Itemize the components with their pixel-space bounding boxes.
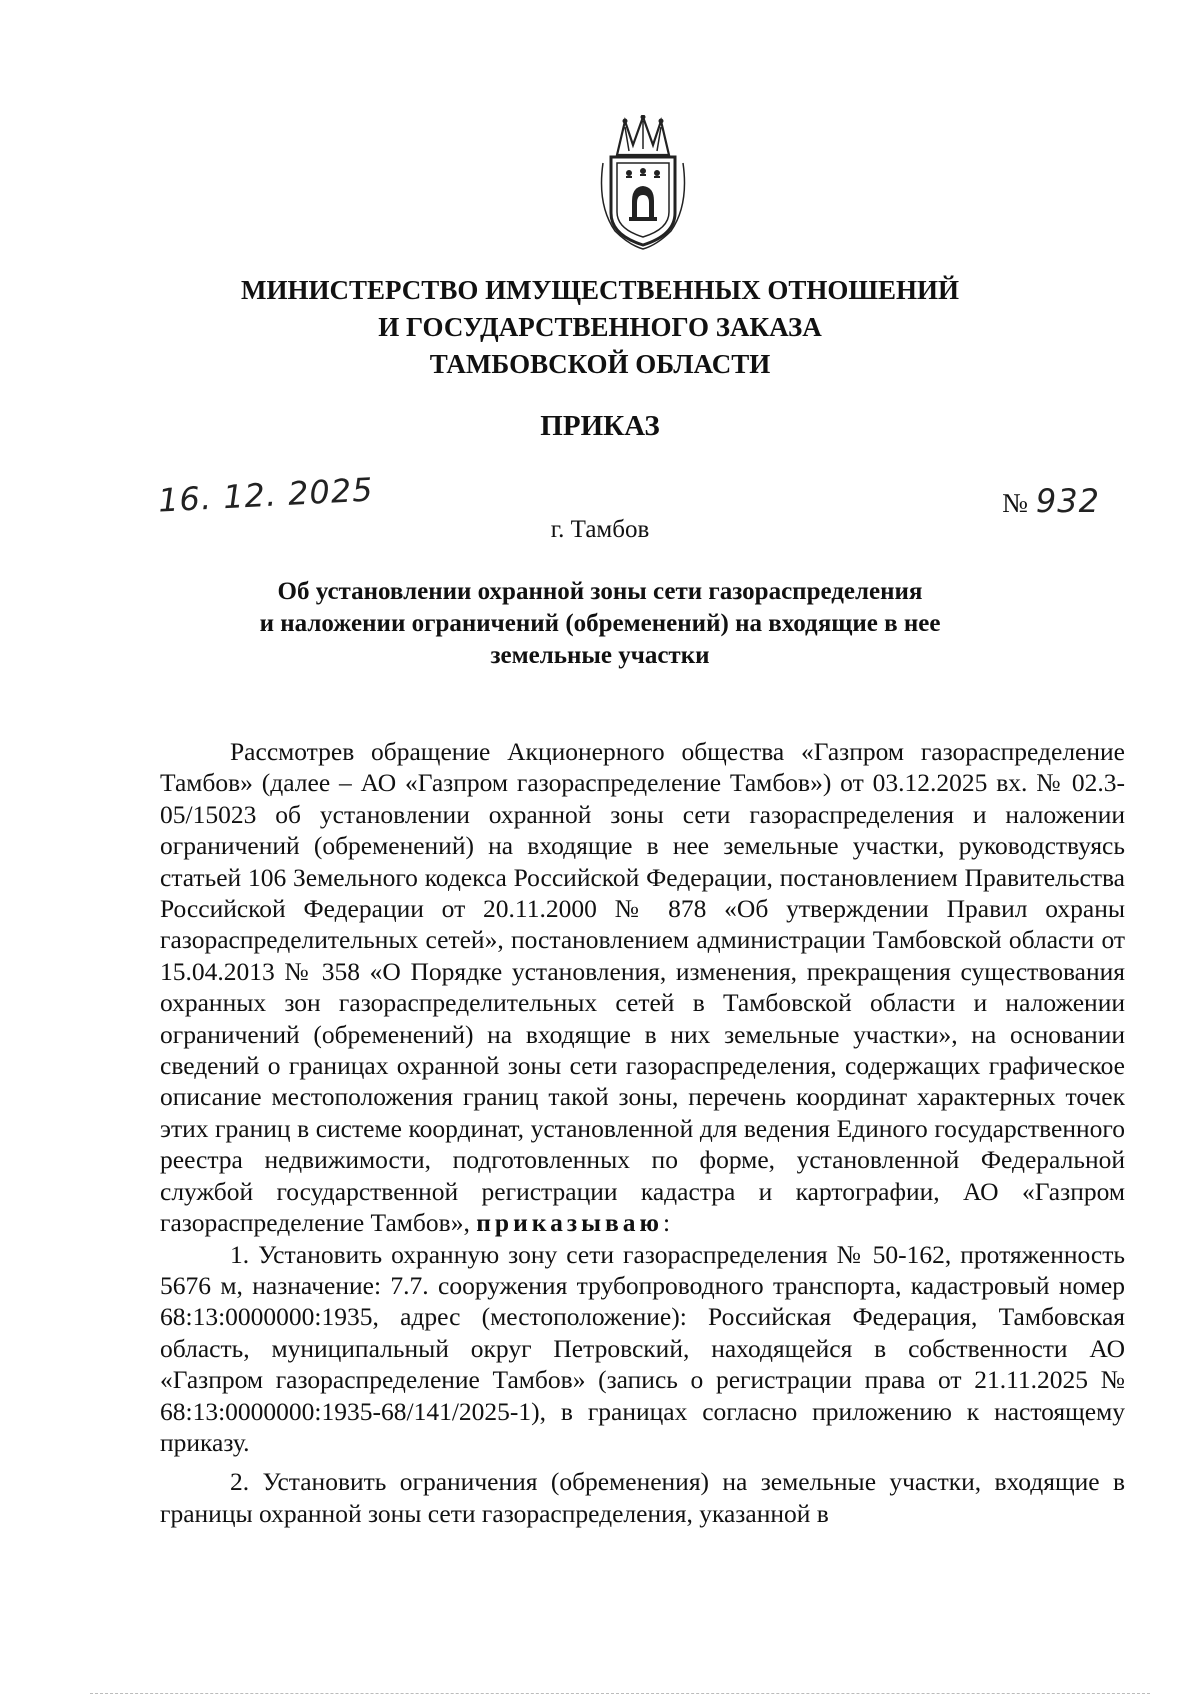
- item-1: 1. Установить охранную зону сети газораспределения № 50-162, протяженность 5676 м, назначение: 7.7. сооружения трубопроводного транспорта, кадастровый номер 68:13:0000000:1935, адрес (местоположение): Российская Федерация, Тамбовская область, муниципальный округ Петровский, находящейся в собственности АО «Газпром газораспределение Тамбов» (запись о регистрации права от 21.11.2025 № 68:13:0000000:1935-68/141/2025-1), в границах согласно приложению к настоящему приказу.: [160, 1239, 1125, 1457]
- ministry-line-1: МИНИСТЕРСТВО ИМУЩЕСТВЕННЫХ ОТНОШЕНИЙ: [240, 275, 960, 305]
- subject-line-3: земельные участки: [490, 642, 710, 669]
- ministry-line-2: И ГОСУДАРСТВЕННОГО ЗАКАЗА: [378, 312, 822, 342]
- preamble-text: Рассмотрев обращение Акционерного общества «Газпром газораспределение Тамбов» (далее – АО «Газпром газораспределение Тамбов») от 03.12.2025 вх. № 02.3-05/15023 об установлении охранной зоны сети газораспределения и наложении ограничений (обременений) на входящие в нее земельные участки, руководствуясь статьей 106 Земельного кодекса Российской Федерации, постановлением Правительства Российской Федерации от 20.11.2000 № 878 «Об утверждении Правил охраны газораспределительных сетей», постановлением администрации Тамбовской области от 15.04.2013 № 358 «О Порядке установления, изменения, прекращения существования охранных зон газораспределительных сетей в Тамбовской области и наложении ограничений (обременений) на входящие в них земельные участки», на основании сведений о границах охранной зоны сети газораспределения, содержащих графическое описание местоположения границ такой зоны, перечень координат характерных точек этих границ в системе координат, установленной для ведения Единого государственного реестра недвижимости, подготовленных по форме, установленной Федеральной службой государственной регистрации кадастра и картографии, АО «Газпром газораспределение Тамбов»,: [160, 737, 1125, 1238]
- ministry-name: [150, 272, 1050, 383]
- handwritten-date: 16. 12. 2025: [157, 470, 375, 520]
- subject-line-2: и наложении ограничений (обременений) на входящие в нее: [259, 610, 941, 637]
- document-body: [160, 736, 1125, 1529]
- document-number: [1002, 482, 1100, 520]
- order-word: приказываю: [476, 1208, 663, 1238]
- ministry-line-3: ТАМБОВСКОЙ ОБЛАСТИ: [429, 349, 771, 379]
- coat-of-arms-icon: [595, 115, 691, 250]
- document-subject: [200, 576, 1000, 672]
- order-colon: :: [663, 1208, 671, 1238]
- page-fold-line: [90, 1693, 1150, 1694]
- preamble-paragraph: [160, 736, 1125, 1239]
- item-2: 2. Установить ограничения (обременения) на земельные участки, входящие в границы охранной зоны сети газораспределения, указанной в: [160, 1467, 1125, 1528]
- city: г. Тамбов: [550, 516, 650, 543]
- handwritten-number: 932: [1035, 482, 1100, 520]
- subject-line-1: Об установлении охранной зоны сети газораспределения: [277, 578, 923, 605]
- document-type: ПРИКАЗ: [540, 410, 660, 442]
- number-prefix: №: [1002, 488, 1028, 518]
